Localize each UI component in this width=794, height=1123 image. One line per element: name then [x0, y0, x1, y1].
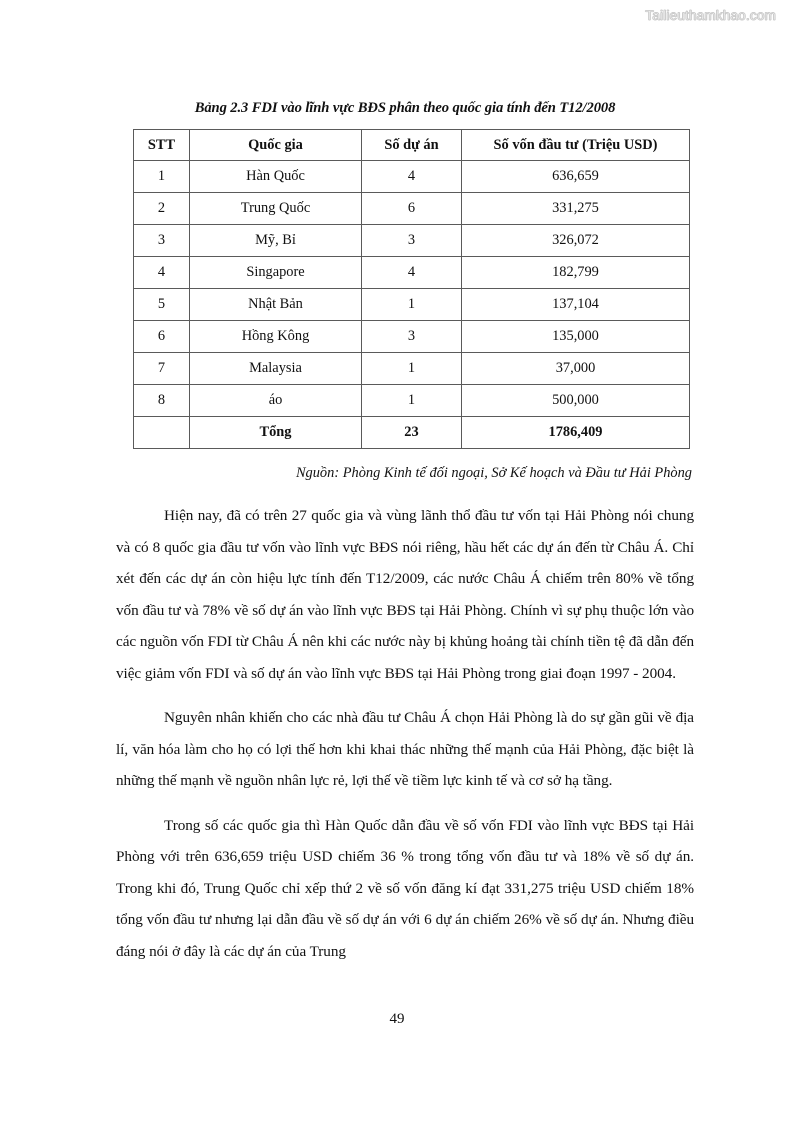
cell-projects: 3	[362, 321, 462, 353]
cell-stt: 8	[134, 385, 190, 417]
cell-capital: 37,000	[462, 353, 690, 385]
site-watermark: Tailieuthamkhao.com	[645, 8, 776, 23]
cell-capital: 500,000	[462, 385, 690, 417]
cell-country: Nhật Bản	[190, 289, 362, 321]
table-row	[134, 225, 690, 257]
cell-stt	[134, 417, 190, 449]
table-total-row	[134, 417, 690, 449]
column-header-country: Quốc gia	[190, 130, 362, 161]
fdi-by-country-table	[133, 129, 690, 449]
cell-capital: 182,799	[462, 257, 690, 289]
column-header-projects: Số dự án	[362, 130, 462, 161]
table-row	[134, 161, 690, 193]
table-row	[134, 321, 690, 353]
paragraph-2: Nguyên nhân khiến cho các nhà đầu tư Châu Á chọn Hải Phòng là do sự gần gũi về địa lí, văn hóa làm cho họ có lợi thế hơn khi khai thác những thế mạnh của Hải Phòng, đặc biệt là những thế mạnh về nguồn nhân lực rẻ, lợi thế về tiềm lực kinh tế và cơ sở hạ tầng.	[116, 709, 694, 789]
cell-capital: 137,104	[462, 289, 690, 321]
cell-country: Malaysia	[190, 353, 362, 385]
table-row	[134, 289, 690, 321]
cell-projects: 1	[362, 289, 462, 321]
cell-country: Singapore	[190, 257, 362, 289]
cell-stt: 1	[134, 161, 190, 193]
table-row	[134, 193, 690, 225]
table-header-row	[134, 130, 690, 161]
cell-stt: 4	[134, 257, 190, 289]
cell-capital: 326,072	[462, 225, 690, 257]
table-row	[134, 353, 690, 385]
cell-stt: 6	[134, 321, 190, 353]
cell-stt: 3	[134, 225, 190, 257]
cell-projects: 3	[362, 225, 462, 257]
table-row	[134, 257, 690, 289]
cell-total-label: Tổng	[190, 417, 362, 449]
cell-country: Hồng Kông	[190, 321, 362, 353]
column-header-stt: STT	[134, 130, 190, 161]
table-source-note: Nguồn: Phòng Kinh tế đối ngoại, Sở Kế hoạch và Đầu tư Hải Phòng	[295, 465, 692, 481]
column-header-capital: Số vốn đầu tư (Triệu USD)	[462, 130, 690, 161]
cell-stt: 5	[134, 289, 190, 321]
cell-total-capital: 1786,409	[462, 417, 690, 449]
cell-stt: 7	[134, 353, 190, 385]
cell-country: áo	[190, 385, 362, 417]
cell-projects: 4	[362, 161, 462, 193]
cell-projects: 4	[362, 257, 462, 289]
cell-capital: 636,659	[462, 161, 690, 193]
cell-country: Trung Quốc	[190, 193, 362, 225]
page-number: 49	[389, 1011, 405, 1027]
table-row	[134, 385, 690, 417]
page-content	[116, 100, 694, 967]
table-caption: Bảng 2.3 FDI vào lĩnh vực BĐS phân theo quốc gia tính đến T12/2008	[194, 100, 616, 116]
cell-total-projects: 23	[362, 417, 462, 449]
cell-capital: 331,275	[462, 193, 690, 225]
cell-projects: 6	[362, 193, 462, 225]
cell-country: Hàn Quốc	[190, 161, 362, 193]
cell-capital: 135,000	[462, 321, 690, 353]
cell-projects: 1	[362, 353, 462, 385]
paragraph-3: Trong số các quốc gia thì Hàn Quốc dẫn đầu về số vốn FDI vào lĩnh vực BĐS tại Hải Phòng với trên 636,659 triệu USD chiếm 36 % trong tổng vốn đầu tư và 18% về số dự án. Trong khi đó, Trung Quốc chỉ xếp thứ 2 về số vốn đăng kí đạt 331,275 triệu USD chiếm 18% tổng vốn đầu tư nhưng lại dẫn đầu về số dự án với 6 dự án chiếm 26% về số dự án. Nhưng điều đáng nói ở đây là các dự án của Trung	[116, 816, 694, 960]
cell-projects: 1	[362, 385, 462, 417]
paragraph-1: Hiện nay, đã có trên 27 quốc gia và vùng lãnh thổ đầu tư vốn tại Hải Phòng nói chung và có 8 quốc gia đầu tư vốn vào lĩnh vực BĐS nói riêng, hầu hết các dự án đến từ Châu Á. Chỉ xét đến các dự án còn hiệu lực tính đến T12/2009, các nước Châu Á chiếm trên 80% về tổng vốn đầu tư và 78% về số dự án vào lĩnh vực BĐS tại Hải Phòng. Chính vì sự phụ thuộc lớn vào các nguồn vốn FDI từ Châu Á nên khi các nước này bị khủng hoảng tài chính tiền tệ đã dẫn đến việc giảm vốn FDI và số dự án vào lĩnh vực BĐS tại Hải Phòng trong giai đoạn 1997 - 2004.	[116, 507, 694, 682]
cell-country: Mỹ, Bỉ	[190, 225, 362, 257]
cell-stt: 2	[134, 193, 190, 225]
